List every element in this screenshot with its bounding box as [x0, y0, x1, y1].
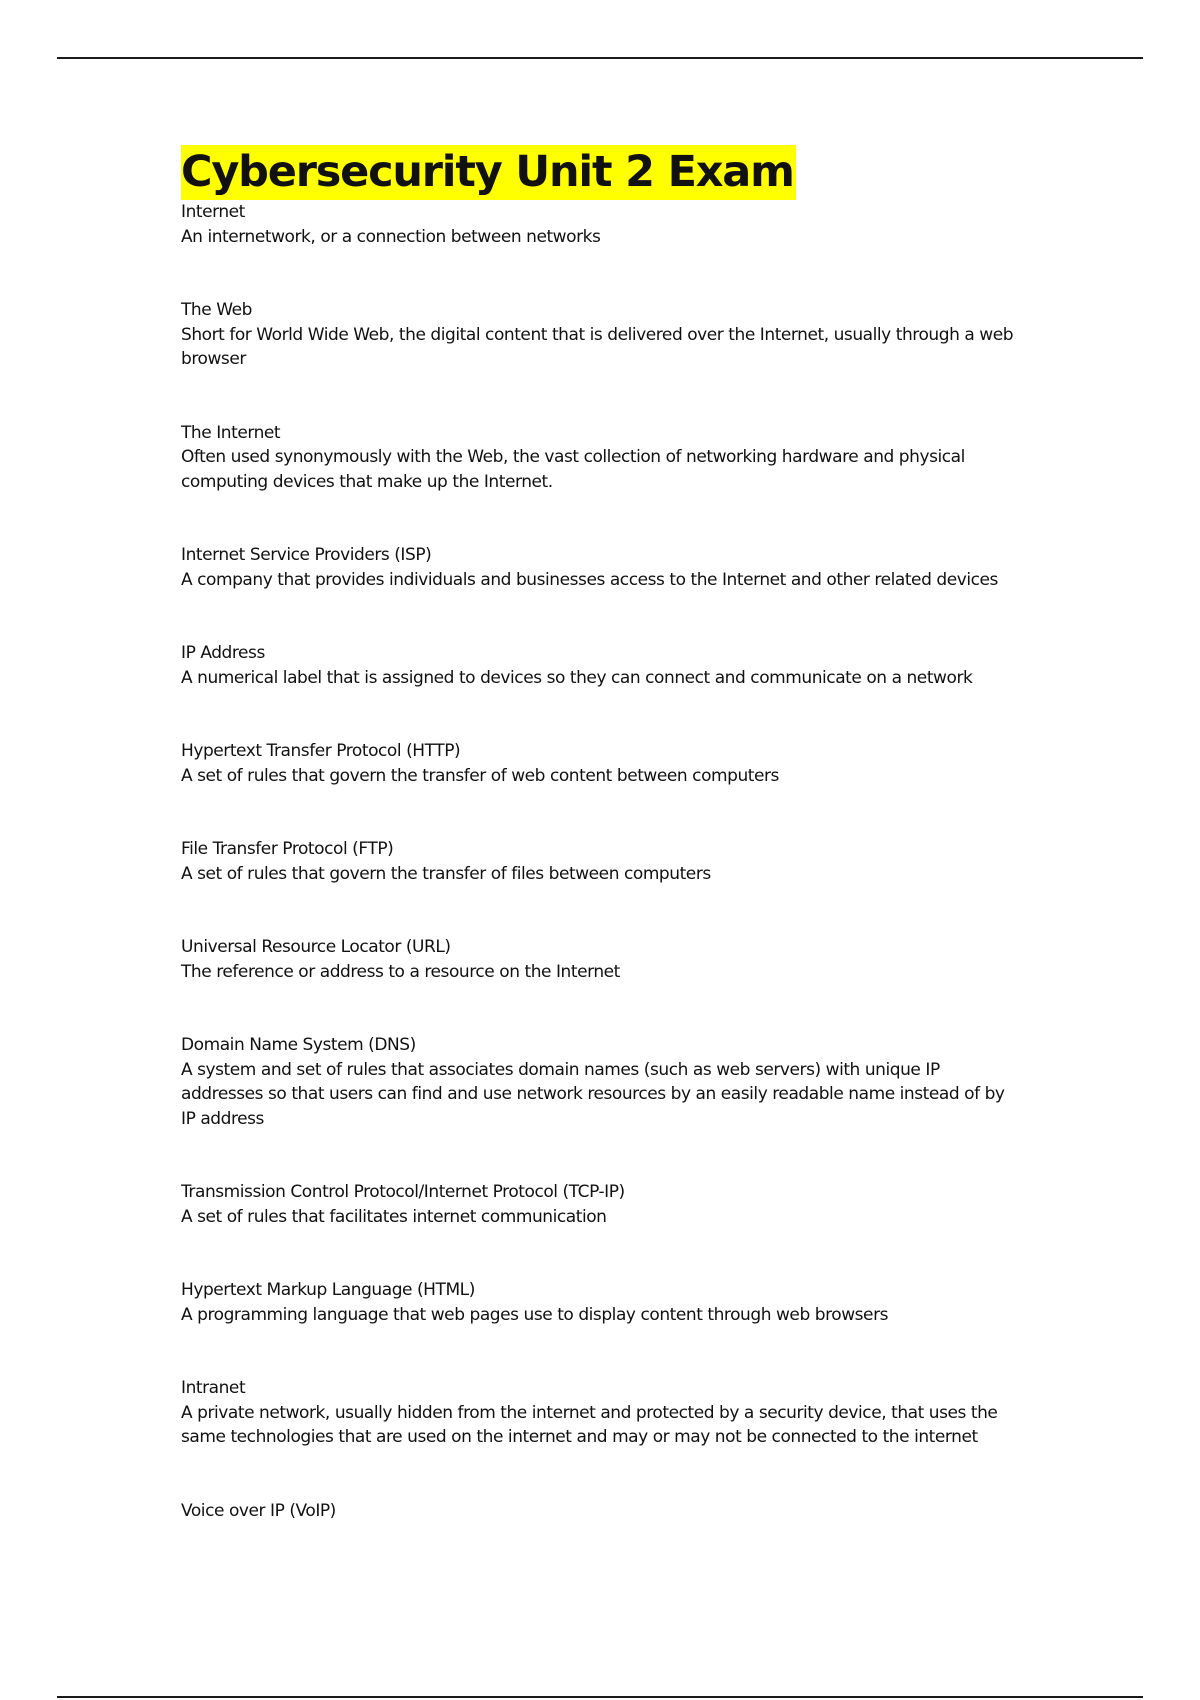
- term-entry: [181, 641, 1021, 690]
- term-name: The Web: [181, 300, 252, 320]
- term-name: Transmission Control Protocol/Internet Protocol (TCP-IP): [181, 1182, 625, 1202]
- term-entry: [181, 1499, 1021, 1524]
- term-definition: A set of rules that govern the transfer of web content between computers: [181, 765, 779, 786]
- term-name: Intranet: [181, 1378, 246, 1398]
- term-definition: A set of rules that govern the transfer of files between computers: [181, 863, 711, 884]
- term-name: IP Address: [181, 643, 265, 663]
- term-definition: A programming language that web pages use to display content through web browsers: [181, 1304, 889, 1325]
- term-definition: The reference or address to a resource on the Internet: [181, 961, 620, 982]
- term-name: Universal Resource Locator (URL): [181, 937, 451, 957]
- term-entry: [181, 739, 1021, 788]
- term-list: [181, 200, 1021, 1523]
- document-title-block: [181, 145, 1021, 200]
- term-entry: [181, 200, 1021, 249]
- term-entry: [181, 1033, 1021, 1131]
- term-entry: [181, 935, 1021, 984]
- term-definition: A numerical label that is assigned to devices so they can connect and communicate on a network: [181, 667, 973, 688]
- term-name: Voice over IP (VoIP): [181, 1500, 336, 1521]
- term-entry: [181, 421, 1021, 495]
- page-bottom-rule: [57, 1696, 1143, 1698]
- term-entry: [181, 1376, 1021, 1450]
- term-name: Hypertext Transfer Protocol (HTTP): [181, 741, 461, 761]
- term-definition: A company that provides individuals and businesses access to the Internet and other related devices: [181, 569, 998, 590]
- term-name: Domain Name System (DNS): [181, 1035, 416, 1055]
- term-entry: [181, 1180, 1021, 1229]
- term-definition: Short for World Wide Web, the digital content that is delivered over the Internet, usually through a web browser: [181, 324, 1014, 369]
- term-definition: Often used synonymously with the Web, the vast collection of networking hardware and physical computing devices that make up the Internet.: [181, 447, 965, 492]
- term-definition: A system and set of rules that associates domain names (such as web servers) with unique IP addresses so that users can find and use network resources by an easily readable name instead of by IP address: [181, 1059, 1005, 1129]
- term-entry: [181, 543, 1021, 592]
- document-title: Cybersecurity Unit 2 Exam: [181, 145, 796, 200]
- term-entry: [181, 1278, 1021, 1327]
- term-name: Internet Service Providers (ISP): [181, 545, 432, 565]
- term-name: The Internet: [181, 422, 281, 443]
- term-name: Internet: [181, 202, 245, 222]
- term-definition: A private network, usually hidden from the internet and protected by a security device, that uses the same technologies that are used on the internet and may or may not be connected to the internet: [181, 1402, 998, 1447]
- term-entry: [181, 837, 1021, 886]
- term-entry: [181, 298, 1021, 372]
- page-top-rule: [57, 57, 1143, 59]
- term-definition: A set of rules that facilitates internet communication: [181, 1206, 607, 1227]
- term-definition: An internetwork, or a connection between networks: [181, 226, 601, 247]
- term-name: File Transfer Protocol (FTP): [181, 839, 394, 859]
- document-body: [181, 145, 1021, 1572]
- term-name: Hypertext Markup Language (HTML): [181, 1280, 475, 1300]
